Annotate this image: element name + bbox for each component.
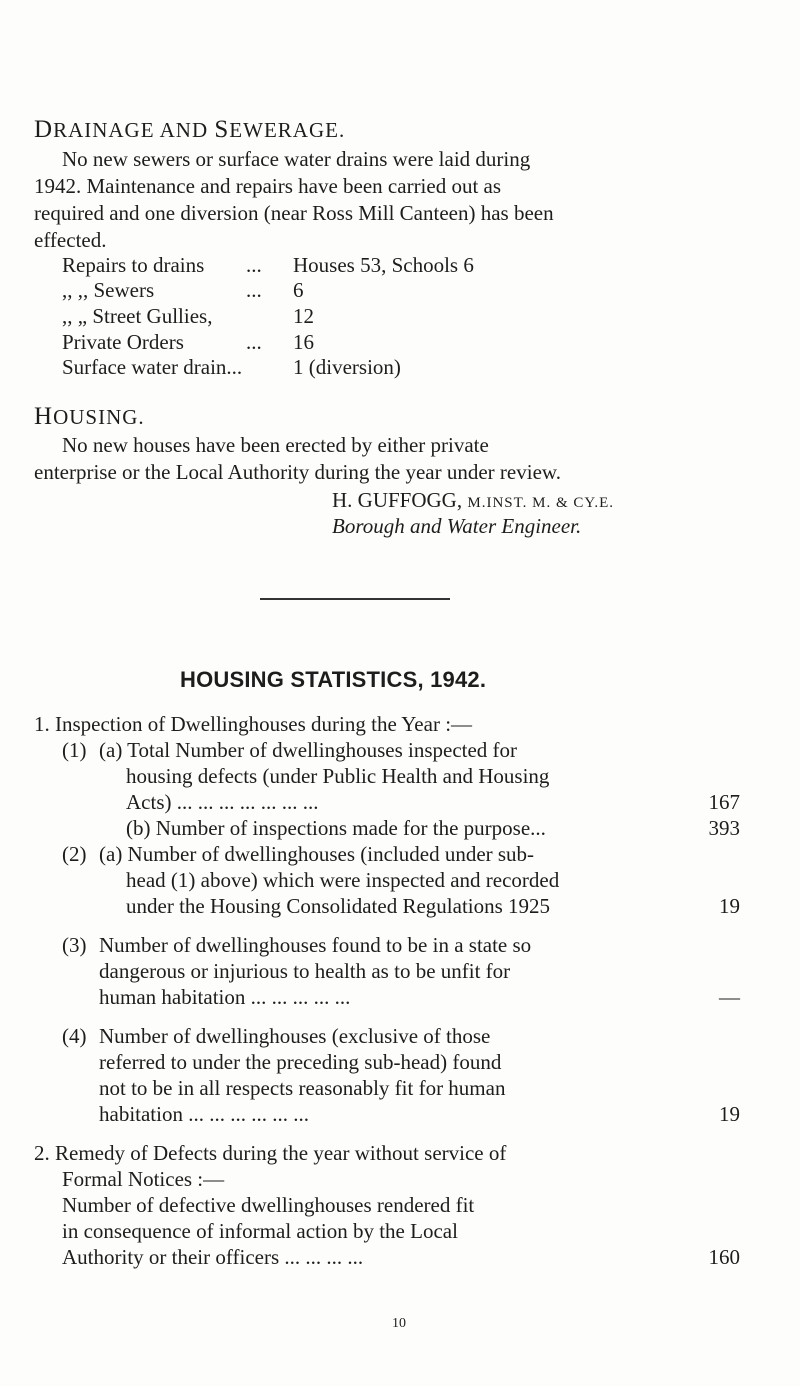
stats-item1-heading: 1. Inspection of Dwellinghouses during the Year :— [34, 712, 473, 736]
stats-sub4-number: (4) [62, 1024, 87, 1048]
drainage-para-line: effected. [34, 228, 107, 252]
stats-item2-value: 160 [708, 1245, 740, 1269]
stats-sub3-line: human habitation ... ... ... ... ... [99, 985, 351, 1009]
stats-sub4-line: not to be in all respects reasonably fit for human [99, 1076, 506, 1100]
stats-sub3-line: Number of dwellinghouses found to be in a state so [99, 933, 532, 957]
repairs-label: Private Orders [62, 330, 184, 354]
repairs-label: ,, ,, Sewers [62, 278, 155, 302]
signature-title: Borough and Water Engineer. [332, 514, 582, 538]
housing-para-line: No new houses have been erected by either private [62, 433, 489, 457]
repairs-label: Repairs to drains [62, 253, 205, 277]
repairs-value: 16 [293, 330, 314, 354]
stats-item2-heading-line: Formal Notices :— [62, 1167, 225, 1191]
stats-item2-line: in consequence of informal action by the Local [62, 1219, 458, 1243]
stats-sub1a-line: Acts) ... ... ... ... ... ... ... [126, 790, 319, 814]
housing-para-line: enterprise or the Local Authority during the year under review. [34, 460, 561, 484]
stats-sub2-line: (a) Number of dwellinghouses (included under sub- [99, 842, 535, 866]
stats-title: HOUSING STATISTICS, 1942. [180, 667, 487, 692]
repairs-label: ,, „ Street Gullies, [62, 304, 213, 328]
page-number: 10 [392, 1316, 406, 1331]
stats-sub3-line: dangerous or injurious to health as to be unfit for [99, 959, 511, 983]
repairs-dots: ... [246, 330, 262, 354]
stats-sub3-number: (3) [62, 933, 87, 957]
housing-heading: HOUSING. [34, 403, 145, 430]
repairs-value: 12 [293, 304, 314, 328]
repairs-dots: ... [246, 253, 262, 277]
stats-sub2-number: (2) [62, 842, 87, 866]
signature-name: H. GUFFOGG, [332, 488, 463, 512]
section-divider [260, 598, 450, 600]
stats-item2-heading-line: 2. Remedy of Defects during the year without service of [34, 1141, 507, 1165]
repairs-value: 1 (diversion) [293, 355, 401, 379]
drainage-para-line: No new sewers or surface water drains were laid during [62, 147, 531, 171]
stats-item2-line: Number of defective dwellinghouses rendered fit [62, 1193, 475, 1217]
stats-sub1a-line: housing defects (under Public Health and Housing [126, 764, 550, 788]
repairs-value: 6 [293, 278, 304, 302]
repairs-label: Surface water drain... [62, 355, 243, 379]
stats-sub1b-line: (b) Number of inspections made for the purpose... [126, 816, 546, 840]
stats-sub1-number: (1) [62, 738, 87, 762]
stats-sub1b-value: 393 [708, 816, 740, 840]
repairs-dots: ... [246, 278, 262, 302]
repairs-value: Houses 53, Schools 6 [293, 253, 474, 277]
stats-sub4-value: 19 [719, 1102, 740, 1126]
drainage-para-line: required and one diversion (near Ross Mill Canteen) has been [34, 201, 554, 225]
stats-item2-line: Authority or their officers ... ... ... ... [62, 1245, 364, 1269]
stats-sub4-line: referred to under the preceding sub-head) found [99, 1050, 502, 1074]
drainage-para-line: 1942. Maintenance and repairs have been carried out as [34, 174, 502, 198]
drainage-heading: DRAINAGE AND SEWERAGE. [34, 116, 346, 143]
stats-sub2-value: 19 [719, 894, 740, 918]
stats-sub1a-line: (a) Total Number of dwellinghouses inspected for [99, 738, 518, 762]
stats-sub2-line: head (1) above) which were inspected and recorded [126, 868, 560, 892]
stats-sub3-value: — [719, 985, 740, 1009]
stats-sub2-line: under the Housing Consolidated Regulations 1925 [126, 894, 551, 918]
stats-sub4-line: Number of dwellinghouses (exclusive of those [99, 1024, 491, 1048]
signature-qualifications: M.INST. M. & CY.E. [467, 495, 614, 511]
stats-sub1a-value: 167 [708, 790, 740, 814]
stats-sub4-line: habitation ... ... ... ... ... ... [99, 1102, 309, 1126]
